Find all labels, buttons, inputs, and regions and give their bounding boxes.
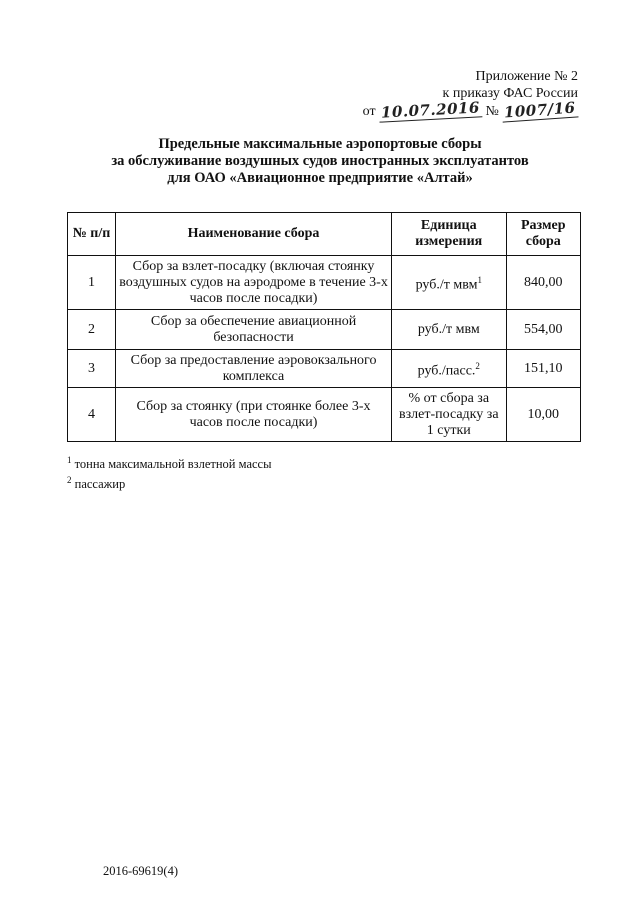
row-unit: руб./т мвм xyxy=(392,310,506,350)
row-amount: 554,00 xyxy=(506,310,580,350)
header-num: № п/п xyxy=(68,213,116,256)
row-num: 1 xyxy=(68,256,116,310)
row-amount: 10,00 xyxy=(506,388,580,442)
unit-text: руб./пасс. xyxy=(417,363,476,379)
number-label: № xyxy=(485,104,499,119)
footnote-mark: 1 xyxy=(477,274,482,285)
row-name: Сбор за стоянку (при стоянке более 3-х часов после посадки) xyxy=(116,388,392,442)
row-unit xyxy=(392,256,506,310)
appendix-title: Приложение № 2 xyxy=(475,69,578,84)
footnote-1 xyxy=(67,452,271,472)
row-unit xyxy=(392,350,506,388)
handwritten-number: 1007/16 xyxy=(502,99,579,122)
footnote-text: пассажир xyxy=(74,477,126,492)
document-number: 2016-69619(4) xyxy=(103,864,178,878)
row-name: Сбор за взлет-посадку (включая стоянку воздушных судов на аэродроме в течение 3-х часов после посадки) xyxy=(116,256,392,310)
table-row xyxy=(68,310,581,350)
header-name: Наименование сбора xyxy=(116,213,392,256)
table-row xyxy=(68,388,581,442)
footnote-2 xyxy=(67,472,271,492)
handwritten-date: 10.07.2016 xyxy=(379,99,483,122)
table-row xyxy=(68,256,581,310)
fees-table xyxy=(67,212,581,442)
row-name: Сбор за предоставление аэровокзального комплекса xyxy=(116,350,392,388)
header-amount: Размер сбора xyxy=(506,213,580,256)
row-num: 4 xyxy=(68,388,116,442)
footnote-text: тонна максимальной взлетной массы xyxy=(74,457,272,472)
document-title xyxy=(0,136,640,187)
row-amount: 840,00 xyxy=(506,256,580,310)
unit-text: руб./т мвм xyxy=(415,277,478,293)
row-amount: 151,10 xyxy=(506,350,580,388)
footnote-mark: 2 xyxy=(67,475,72,486)
title-line-3: для ОАО «Авиационное предприятие «Алтай» xyxy=(167,170,473,186)
title-line-2: за обслуживание воздушных судов иностранных эксплуатантов xyxy=(111,153,529,169)
table-row xyxy=(68,350,581,388)
row-name: Сбор за обеспечение авиационной безопасности xyxy=(116,310,392,350)
header-unit: Единица измерения xyxy=(392,213,506,256)
order-date-number xyxy=(362,98,578,122)
row-num: 2 xyxy=(68,310,116,350)
title-line-1: Предельные максимальные аэропортовые сборы xyxy=(158,136,482,152)
row-unit: % от сбора за взлет-посадку за 1 сутки xyxy=(392,388,506,442)
footnote-mark: 2 xyxy=(475,360,480,371)
table-header-row xyxy=(68,213,581,256)
appendix-block xyxy=(363,68,578,120)
footnotes xyxy=(67,452,271,492)
from-label: от xyxy=(362,104,376,119)
footnote-mark: 1 xyxy=(67,455,72,465)
row-num: 3 xyxy=(68,350,116,388)
order-reference: к приказу ФАС России xyxy=(442,86,578,101)
